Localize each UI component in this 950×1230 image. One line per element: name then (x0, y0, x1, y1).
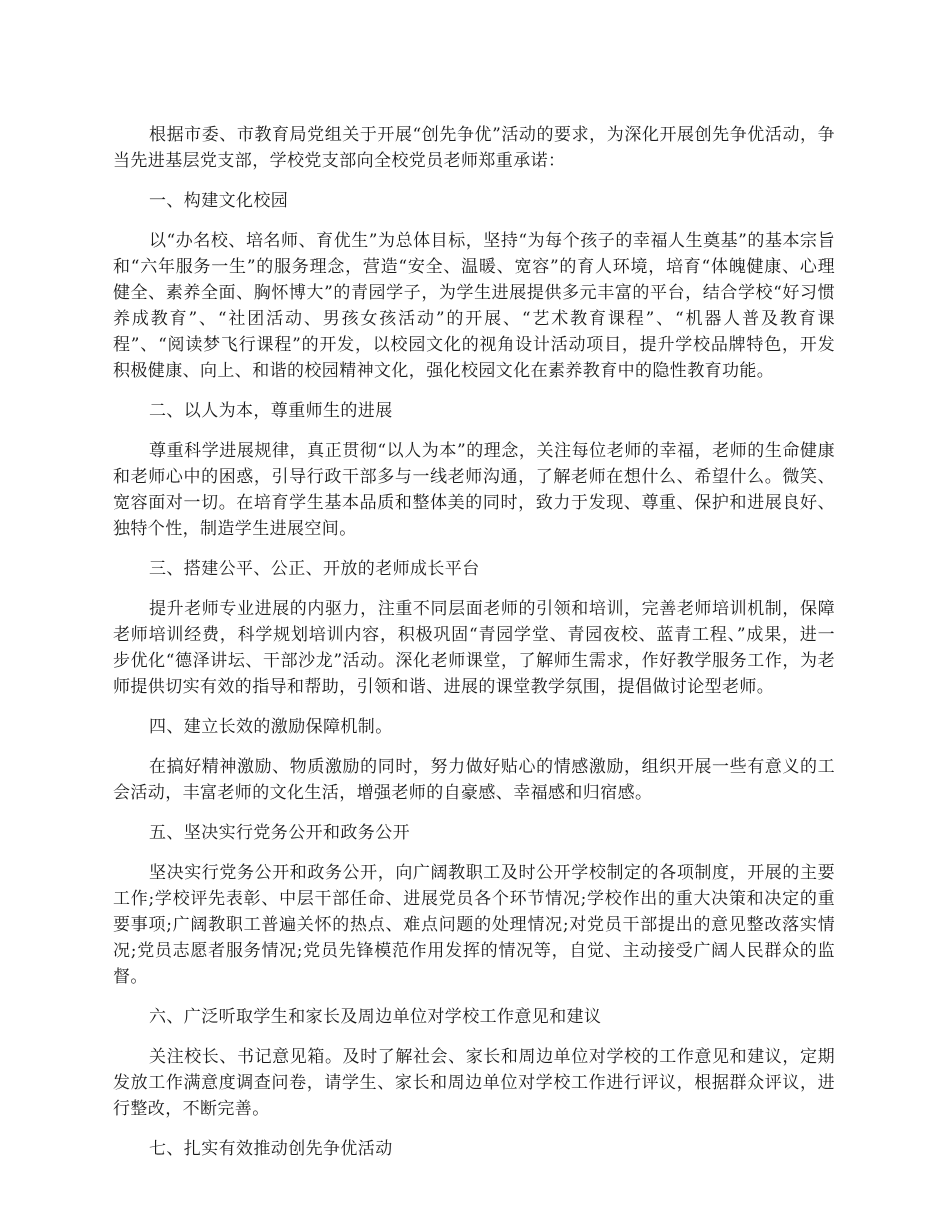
section-paragraph-5: 坚决实行党务公开和政务公开，向广阔教职工及时公开学校制定的各项制度，开展的主要工作;学校评先表彰、中层干部任命、进展党员各个环节情况;学校作出的重大决策和决定的重要事项;广阔教职工普遍关怀的热点、难点问题的处理情况;对党员干部提出的意见整改落实情况;党员志愿者服务情况;党员先锋模范作用发挥的情况等，自觉、主动接受广阔人民群众的监督。 (113, 863, 835, 987)
section-heading-6: 六、广泛听取学生和家长及周边单位对学校工作意见和建议 (149, 1007, 602, 1027)
section-heading-2: 二、以人为本，尊重师生的进展 (149, 401, 393, 421)
section-heading-4: 四、建立长效的激励保障机制。 (149, 717, 393, 737)
section-paragraph-2: 尊重科学进展规律，真正贯彻“以人为本”的理念，关注每位老师的幸福，老师的生命健康和老师心中的困惑，引导行政干部多与一线老师沟通，了解老师在想什么、希望什么。微笑、宽容面对一切。在培育学生基本品质和整体美的同时，致力于发现、尊重、保护和进展良好、独特个性，制造学生进展空间。 (113, 441, 835, 539)
section-heading-7: 七、扎实有效推动创先争优活动 (149, 1139, 393, 1159)
section-heading-5: 五、坚决实行党务公开和政务公开 (149, 823, 410, 843)
intro-paragraph: 根据市委、市教育局党组关于开展“创先争优”活动的要求，为深化开展创先争优活动，争当先进基层党支部，学校党支部向全校党员老师郑重承诺： (113, 125, 835, 171)
section-paragraph-4: 在搞好精神激励、物质激励的同时，努力做好贴心的情感激励，组织开展一些有意义的工会活动，丰富老师的文化生活，增强老师的自豪感、幸福感和归宿感。 (113, 757, 835, 803)
section-paragraph-1: 以“办名校、培名师、育优生”为总体目标，坚持“为每个孩子的幸福人生奠基”的基本宗旨和“六年服务一生”的服务理念，营造“安全、温暖、宽容”的育人环境，培育“体魄健康、心理健全、素养全面、胸怀博大”的青园学子，为学生进展提供多元丰富的平台，结合学校“好习惯养成教育”、“社团活动、男孩女孩活动”的开展、“艺术教育课程”、“机器人普及教育课程”、“阅读梦飞行课程”的开发，以校园文化的视角设计活动项目，提升学校品牌特色，开发积极健康、向上、和谐的校园精神文化，强化校园文化在素养教育中的隐性教育功能。 (113, 231, 835, 381)
document-body (113, 122, 835, 1176)
section-paragraph-6: 关注校长、书记意见箱。及时了解社会、家长和周边单位对学校的工作意见和建议，定期发放工作满意度调查问卷，请学生、家长和周边单位对学校工作进行评议，根据群众评议，进行整改，不断完善。 (113, 1047, 835, 1119)
section-paragraph-3: 提升老师专业进展的内驱力，注重不同层面老师的引领和培训，完善老师培训机制，保障老师培训经费，科学规划培训内容，积极巩固“青园学堂、青园夜校、蓝青工程、”成果，进一步优化“德泽讲坛、干部沙龙”活动。深化老师课堂，了解师生需求，作好教学服务工作，为老师提供切实有效的指导和帮助，引领和谐、进展的课堂教学氛围，提倡做讨论型老师。 (113, 599, 835, 697)
section-heading-1: 一、构建文化校园 (149, 191, 289, 211)
section-heading-3: 三、搭建公平、公正、开放的老师成长平台 (149, 559, 480, 579)
